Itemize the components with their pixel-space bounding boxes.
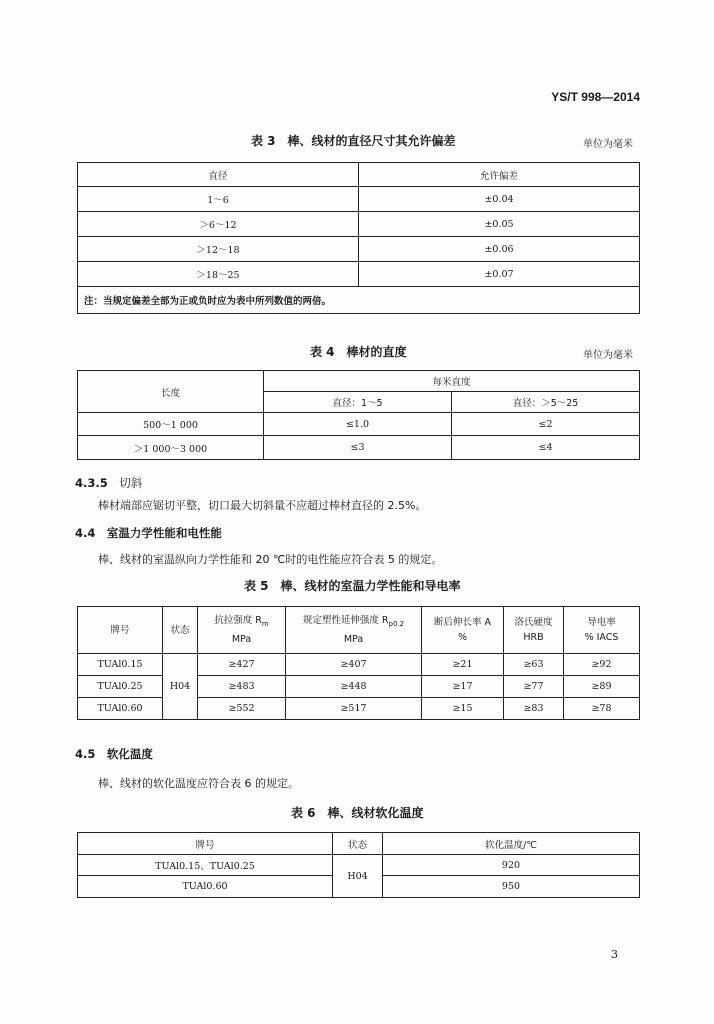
table5-header-grade: 牌号	[78, 607, 163, 654]
yield-label: 规定塑性延伸强度 R	[302, 615, 389, 627]
section-number: 4.5	[75, 747, 96, 761]
section-4-4-heading	[75, 525, 222, 541]
table4-unit: 单位为毫米	[583, 350, 633, 361]
tensile-label: 抗拉强度 R	[214, 615, 262, 627]
table5-header-yield	[286, 607, 422, 654]
table5	[77, 606, 640, 720]
table-row	[78, 855, 640, 876]
table5-cell: ≥448	[286, 676, 422, 698]
table3-cell: ±0.06	[359, 237, 640, 262]
table6-cell-temper: H04	[333, 855, 383, 898]
table-row	[78, 654, 640, 676]
table4-cell: ≤3	[264, 436, 452, 460]
section-4-5-text: 棒、线材的软化温度应符合表 6 的规定。	[98, 777, 299, 790]
table4-cell: 500～1 000	[78, 413, 264, 436]
table5-cell: ≥483	[198, 676, 286, 698]
tensile-unit: MPa	[231, 633, 252, 645]
table5-cell: ≥78	[564, 698, 640, 720]
table3-caption: 表 3 棒、线材的直径尺寸其允许偏差	[251, 134, 456, 148]
table-row	[78, 413, 640, 436]
table4-header-straightness: 每米直度	[264, 371, 640, 392]
table6-header-softening: 软化温度/℃	[383, 833, 640, 855]
table5-cell: ≥92	[564, 654, 640, 676]
table5-cell-grade: TUAl0.60	[78, 698, 163, 720]
table6-header-temper: 状态	[333, 833, 383, 855]
hardness-label: 洛氏硬度	[514, 617, 553, 628]
table4-header-length: 长度	[78, 371, 264, 413]
table3-cell: ±0.07	[359, 262, 640, 287]
section-title: 切斜	[119, 476, 143, 490]
table5-cell: ≥63	[504, 654, 564, 676]
table6-cell: 950	[383, 876, 640, 898]
table6-cell-grade: TUAl0.60	[78, 876, 333, 898]
table4-caption: 表 4 棒材的直度	[310, 345, 407, 359]
section-number: 4.4	[75, 526, 96, 540]
section-4-3-5-text: 棒材端部应锯切平整，切口最大切斜量不应超过棒材直径的 2.5%。	[98, 499, 427, 512]
section-4-3-5-heading	[75, 475, 142, 491]
elongation-unit: %	[457, 632, 468, 643]
table-row	[78, 212, 640, 237]
hardness-unit: HRB	[523, 632, 544, 643]
section-4-4-text: 棒、线材的室温纵向力学性能和 20 ℃时的电性能应符合表 5 的规定。	[98, 553, 443, 566]
table5-header-tensile	[198, 607, 286, 654]
table4-cell: ≤4	[452, 436, 640, 460]
table3-cell: ＞6～12	[78, 212, 359, 237]
table5-cell: ≥552	[198, 698, 286, 720]
conductivity-label: 导电率	[587, 617, 616, 628]
table-row	[78, 187, 640, 212]
table5-cell: ≥89	[564, 676, 640, 698]
table-row	[78, 698, 640, 720]
table5-header-conductivity	[564, 607, 640, 654]
table3-header-tolerance: 允许偏差	[359, 163, 640, 187]
table3-note: 注：当规定偏差全部为正或负时应为表中所列数值的两倍。	[78, 287, 640, 314]
table6	[77, 832, 640, 898]
table6-cell: 920	[383, 855, 640, 876]
table4-cell: ≤2	[452, 413, 640, 436]
table5-header-elongation	[422, 607, 504, 654]
standard-code: YS/T 998—2014	[551, 90, 640, 104]
table4-subheader-small: 直径：1～5	[264, 392, 452, 413]
table-row	[78, 436, 640, 460]
table5-cell: ≥21	[422, 654, 504, 676]
table5-cell: ≥427	[198, 654, 286, 676]
table5-cell-grade: TUAl0.15	[78, 654, 163, 676]
table5-cell: ≥77	[504, 676, 564, 698]
tensile-subscript: m	[261, 619, 269, 628]
table3-cell: ＞12～18	[78, 237, 359, 262]
table3-cell: ＞18～25	[78, 262, 359, 287]
table5-cell-temper: H04	[163, 654, 198, 720]
table5-cell: ≥15	[422, 698, 504, 720]
table3-cell: 1～6	[78, 187, 359, 212]
section-4-5-heading	[75, 746, 153, 762]
table4-cell: ＞1 000～3 000	[78, 436, 264, 460]
table3	[77, 162, 640, 314]
table5-cell: ≥17	[422, 676, 504, 698]
table5-cell-grade: TUAl0.25	[78, 676, 163, 698]
table-row	[78, 237, 640, 262]
table5-caption: 表 5 棒、线材的室温力学性能和导电率	[244, 579, 461, 593]
table6-cell-grade: TUAl0.15、TUAl0.25	[78, 855, 333, 876]
table5-cell: ≥517	[286, 698, 422, 720]
yield-unit: MPa	[343, 633, 364, 645]
section-title: 室温力学性能和电性能	[106, 526, 222, 540]
table3-unit: 单位为毫米	[583, 139, 633, 150]
table6-caption: 表 6 棒、线材软化温度	[291, 806, 424, 820]
section-number: 4.3.5	[75, 476, 108, 490]
table-row	[78, 262, 640, 287]
table5-header-hardness	[504, 607, 564, 654]
table6-header-grade: 牌号	[78, 833, 333, 855]
conductivity-unit: % IACS	[584, 632, 619, 643]
table5-cell: ≥83	[504, 698, 564, 720]
elongation-label: 断后伸长率 A	[433, 617, 492, 628]
table3-cell: ±0.04	[359, 187, 640, 212]
table5-header-temper: 状态	[163, 607, 198, 654]
table3-header-diameter: 直径	[78, 163, 359, 187]
yield-subscript: p0.2	[388, 619, 405, 628]
table4-subheader-large: 直径：＞5～25	[452, 392, 640, 413]
section-title: 软化温度	[106, 747, 153, 761]
table4-cell: ≤1.0	[264, 413, 452, 436]
table-row	[78, 676, 640, 698]
table3-cell: ±0.05	[359, 212, 640, 237]
table5-cell: ≥407	[286, 654, 422, 676]
page-number: 3	[611, 948, 618, 961]
table4	[77, 370, 640, 460]
